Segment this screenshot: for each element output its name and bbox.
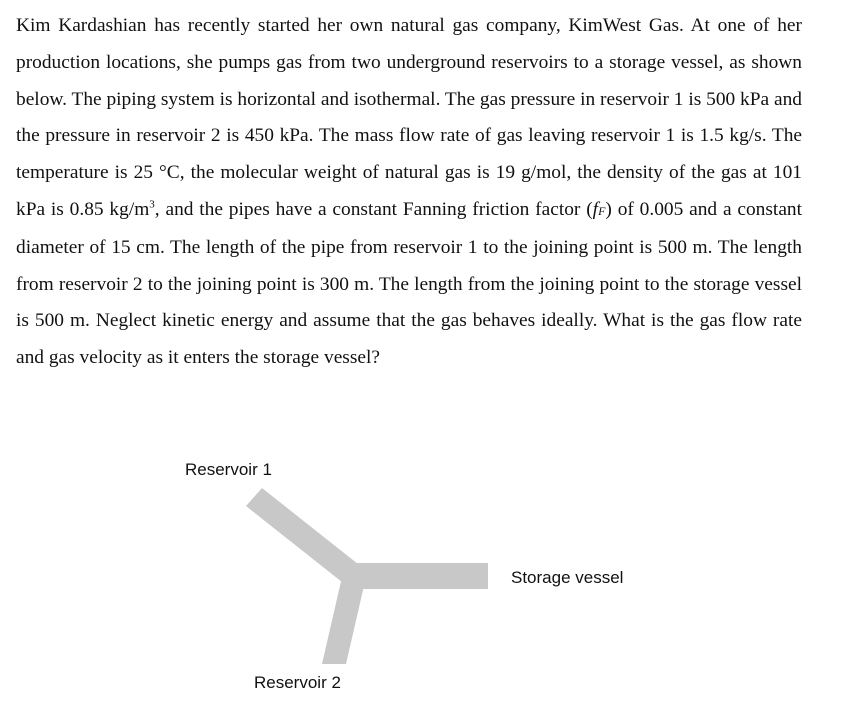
reservoir2-label: Reservoir 2 xyxy=(254,673,341,692)
fanning-f-subscript: F xyxy=(598,203,606,218)
storage-vessel-label: Storage vessel xyxy=(511,568,624,587)
cubed-superscript: 3 xyxy=(149,198,155,211)
fanning-f-symbol: f xyxy=(592,198,599,220)
pipe-reservoir2-to-junction xyxy=(322,577,366,664)
problem-text-part3: ) of 0.005 and a constant diameter of 15 cm. The length of the pipe from reservoir 1 to the joining point is 500 m. The length from reservoir 2 to the joining point is 300 m. The length from the joining point to the storage vessel is 500 m. Neglect kinetic energy and assume that the gas behaves ideally. What is the gas flow rate and gas velocity as it enters the storage vessel? xyxy=(16,198,803,369)
problem-text-part2: , and the pipes have a constant Fanning friction factor ( xyxy=(154,198,593,220)
pipe-junction-to-storage xyxy=(346,563,488,589)
pipe-reservoir1-to-junction xyxy=(246,488,363,586)
reservoir1-label: Reservoir 1 xyxy=(185,460,272,479)
problem-text-part1: Kim Kardashian has recently started her own natural gas company, KimWest Gas. At one of her production locations, she pumps gas from two underground reservoirs to a storage vessel, as shown below. The piping system is horizontal and isothermal. The gas pressure in reservoir 1 is 500 kPa and the pressure in reservoir 2 is 450 kPa. The mass flow rate of gas leaving reservoir 1 is 1.5 kg/s. The temperature is 25 °C, the molecular weight of natural gas is 19 g/mol, the density of the gas at 101 kPa is 0.85 kg/m xyxy=(16,15,802,220)
